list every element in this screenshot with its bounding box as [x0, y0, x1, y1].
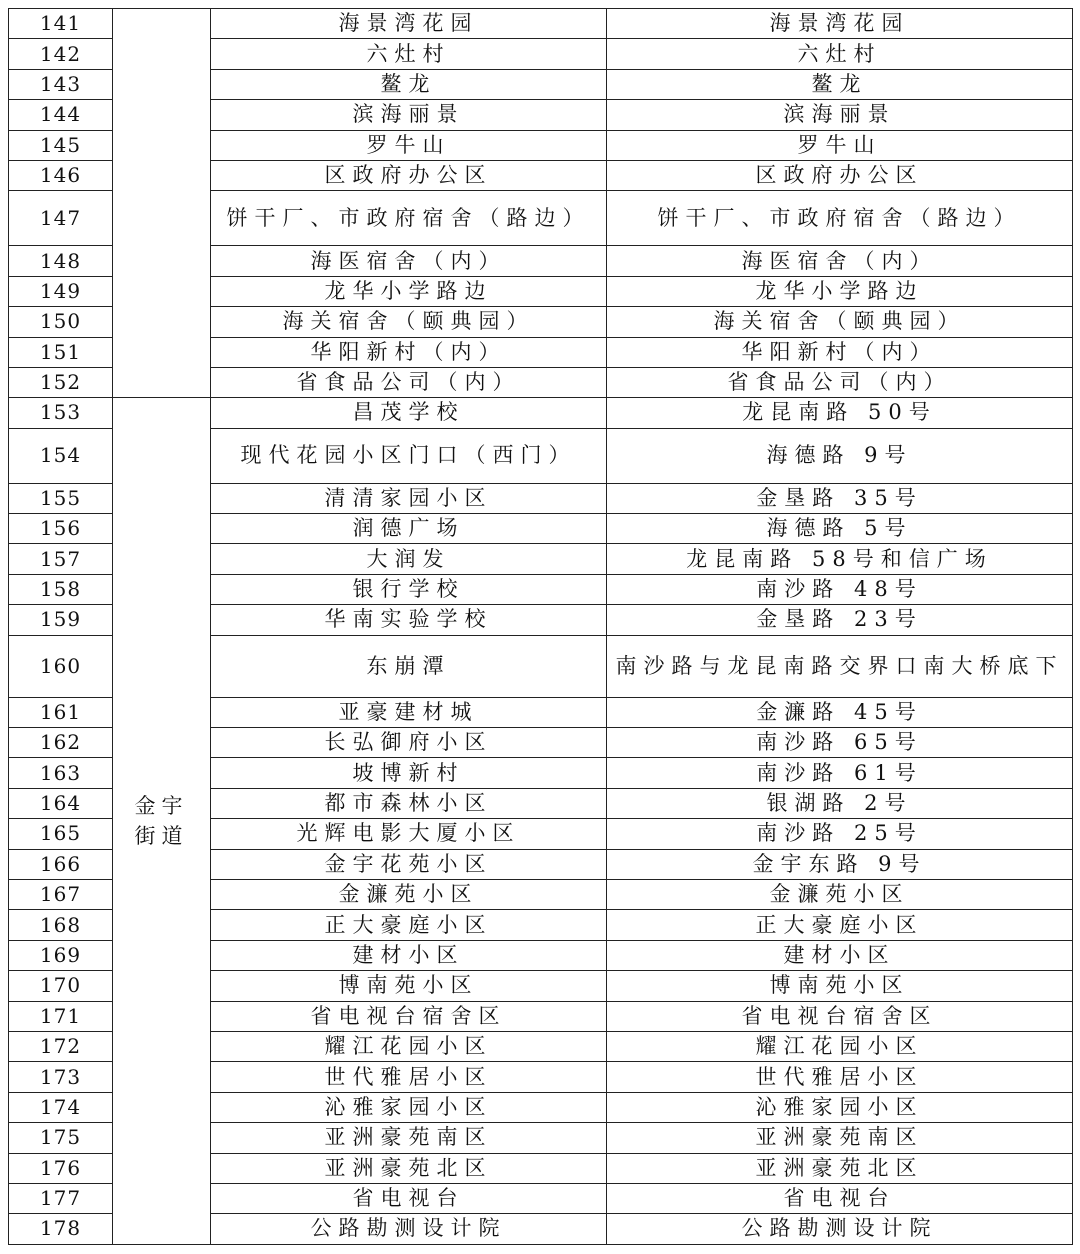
point-address: 龙昆南路 58号和信广场 [607, 544, 1073, 574]
point-name: 亚洲豪苑南区 [211, 1123, 607, 1153]
row-number: 162 [9, 728, 113, 758]
row-number: 172 [9, 1031, 113, 1061]
row-number: 155 [9, 483, 113, 513]
point-name: 公路勘测设计院 [211, 1214, 607, 1244]
point-address: 博南苑小区 [607, 971, 1073, 1001]
point-address: 南沙路 65号 [607, 728, 1073, 758]
point-name: 大润发 [211, 544, 607, 574]
point-name: 省电视台宿舍区 [211, 1001, 607, 1031]
point-address: 南沙路 25号 [607, 819, 1073, 849]
row-number: 164 [9, 788, 113, 818]
point-address: 南沙路 61号 [607, 758, 1073, 788]
row-number: 152 [9, 367, 113, 397]
row-number: 153 [9, 398, 113, 428]
row-number: 148 [9, 246, 113, 276]
row-number: 174 [9, 1092, 113, 1122]
table-row [9, 9, 1073, 39]
row-number: 158 [9, 574, 113, 604]
row-number: 169 [9, 940, 113, 970]
point-address: 龙华小学路边 [607, 276, 1073, 306]
row-number: 170 [9, 971, 113, 1001]
point-address: 华阳新村（内） [607, 337, 1073, 367]
point-address: 罗牛山 [607, 130, 1073, 160]
point-address: 省食品公司（内） [607, 367, 1073, 397]
point-address: 省电视台宿舍区 [607, 1001, 1073, 1031]
point-name: 博南苑小区 [211, 971, 607, 1001]
row-number: 150 [9, 307, 113, 337]
point-address: 金垦路 23号 [607, 605, 1073, 635]
point-name: 亚洲豪苑北区 [211, 1153, 607, 1183]
row-number: 144 [9, 100, 113, 130]
point-name: 润德广场 [211, 514, 607, 544]
point-name: 滨海丽景 [211, 100, 607, 130]
row-number: 160 [9, 635, 113, 697]
point-name: 现代花园小区门口（西门） [211, 428, 607, 483]
point-name: 金宇花苑小区 [211, 849, 607, 879]
point-address: 海景湾花园 [607, 9, 1073, 39]
point-address: 亚洲豪苑南区 [607, 1123, 1073, 1153]
row-number: 175 [9, 1123, 113, 1153]
point-name: 沁雅家园小区 [211, 1092, 607, 1122]
row-number: 143 [9, 69, 113, 99]
point-name: 昌茂学校 [211, 398, 607, 428]
point-name: 饼干厂、市政府宿舍（路边） [211, 191, 607, 246]
point-address: 鳌龙 [607, 69, 1073, 99]
row-number: 167 [9, 879, 113, 909]
row-number: 146 [9, 160, 113, 190]
row-number: 177 [9, 1183, 113, 1213]
point-address: 海关宿舍（颐典园） [607, 307, 1073, 337]
point-name: 清清家园小区 [211, 483, 607, 513]
point-name: 罗牛山 [211, 130, 607, 160]
point-name: 世代雅居小区 [211, 1062, 607, 1092]
row-number: 149 [9, 276, 113, 306]
point-name: 海关宿舍（颐典园） [211, 307, 607, 337]
point-name: 都市森林小区 [211, 788, 607, 818]
row-number: 178 [9, 1214, 113, 1244]
row-number: 163 [9, 758, 113, 788]
point-name: 正大豪庭小区 [211, 910, 607, 940]
street-cell-jinyu: 金宇街道 [113, 398, 211, 1244]
point-name: 六灶村 [211, 39, 607, 69]
collection-point-table [8, 8, 1073, 1245]
point-name: 耀江花园小区 [211, 1031, 607, 1061]
point-address: 金宇东路 9号 [607, 849, 1073, 879]
point-name: 华阳新村（内） [211, 337, 607, 367]
point-address: 龙昆南路 50号 [607, 398, 1073, 428]
row-number: 165 [9, 819, 113, 849]
point-name: 龙华小学路边 [211, 276, 607, 306]
point-address: 六灶村 [607, 39, 1073, 69]
point-name: 鳌龙 [211, 69, 607, 99]
point-name: 省食品公司（内） [211, 367, 607, 397]
point-address: 海德路 9号 [607, 428, 1073, 483]
row-number: 159 [9, 605, 113, 635]
point-address: 饼干厂、市政府宿舍（路边） [607, 191, 1073, 246]
point-address: 滨海丽景 [607, 100, 1073, 130]
point-address: 耀江花园小区 [607, 1031, 1073, 1061]
point-address: 区政府办公区 [607, 160, 1073, 190]
row-number: 157 [9, 544, 113, 574]
point-address: 海德路 5号 [607, 514, 1073, 544]
point-name: 海景湾花园 [211, 9, 607, 39]
row-number: 161 [9, 697, 113, 727]
row-number: 145 [9, 130, 113, 160]
point-address: 世代雅居小区 [607, 1062, 1073, 1092]
point-name: 建材小区 [211, 940, 607, 970]
row-number: 154 [9, 428, 113, 483]
point-address: 正大豪庭小区 [607, 910, 1073, 940]
row-number: 156 [9, 514, 113, 544]
point-address: 亚洲豪苑北区 [607, 1153, 1073, 1183]
point-address: 公路勘测设计院 [607, 1214, 1073, 1244]
row-number: 141 [9, 9, 113, 39]
street-cell [113, 9, 211, 398]
point-name: 坡博新村 [211, 758, 607, 788]
row-number: 173 [9, 1062, 113, 1092]
point-name: 长弘御府小区 [211, 728, 607, 758]
row-number: 151 [9, 337, 113, 367]
point-address: 海医宿舍（内） [607, 246, 1073, 276]
row-number: 147 [9, 191, 113, 246]
point-address: 省电视台 [607, 1183, 1073, 1213]
point-address: 南沙路 48号 [607, 574, 1073, 604]
point-address: 沁雅家园小区 [607, 1092, 1073, 1122]
point-address: 金垦路 35号 [607, 483, 1073, 513]
point-name: 亚豪建材城 [211, 697, 607, 727]
point-address: 金濂苑小区 [607, 879, 1073, 909]
row-number: 142 [9, 39, 113, 69]
point-name: 华南实验学校 [211, 605, 607, 635]
point-address: 南沙路与龙昆南路交界口南大桥底下 [607, 635, 1073, 697]
point-name: 金濂苑小区 [211, 879, 607, 909]
row-number: 168 [9, 910, 113, 940]
point-name: 东崩潭 [211, 635, 607, 697]
point-address: 建材小区 [607, 940, 1073, 970]
point-name: 省电视台 [211, 1183, 607, 1213]
table-row [9, 398, 1073, 428]
point-name: 海医宿舍（内） [211, 246, 607, 276]
row-number: 166 [9, 849, 113, 879]
point-name: 区政府办公区 [211, 160, 607, 190]
row-number: 171 [9, 1001, 113, 1031]
point-address: 金濂路 45号 [607, 697, 1073, 727]
point-address: 银湖路 2号 [607, 788, 1073, 818]
row-number: 176 [9, 1153, 113, 1183]
point-name: 光辉电影大厦小区 [211, 819, 607, 849]
point-name: 银行学校 [211, 574, 607, 604]
